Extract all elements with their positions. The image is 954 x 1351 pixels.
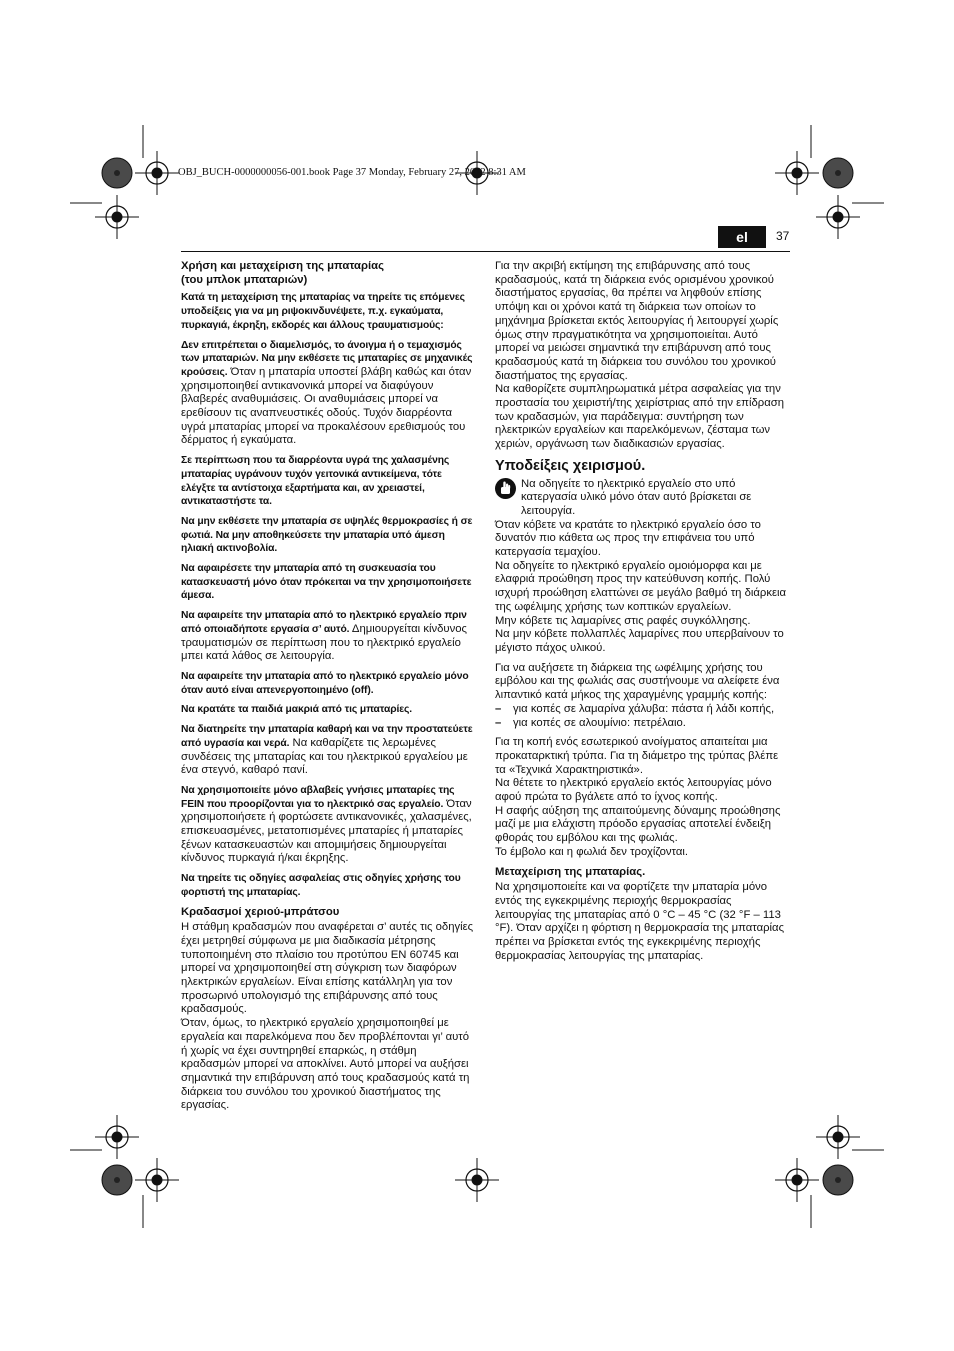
page-number: 37 — [776, 229, 790, 243]
vibration-title: Κραδασμοί χεριού-μπράτσου — [181, 905, 340, 918]
handling-paragraph-7: Η σαφής αύξηση της απαιτούμενης δύναμης προώθησης μαζί με μια ελάχιστη πρόοδο εργασίας αποτελεί ένδειξη φθοράς του εμβόλου και της φωλιάς. — [495, 804, 781, 845]
battery-warning-6: Να αφαιρείτε την μπαταρία από το ηλεκτρικό εργαλείο μόνο όταν αυτό είναι απενεργοποιημένο (off). — [181, 670, 469, 696]
vibration-paragraph-4: Να καθορίζετε συμπληρωματικά μέτρα ασφαλείας για την προστασία του χειριστή/της χειρίστριας από την επίδραση των κραδασμών, για παράδειγμα: συντήρηση των ηλεκτρικών εργαλείων και παρελκόμενων, ζέσταμα των χεριών, οργάνωση των διαδικασιών εργασίας. — [495, 383, 784, 451]
title-line-1: Χρήση και μεταχείριση της μπαταρίας — [181, 260, 384, 272]
right-column — [495, 260, 791, 969]
warning-bold: Να αφαιρείτε την μπαταρία από το ηλεκτρικό εργαλείο πριν από οποιαδήποτε εργασία σ’ αυτό. — [181, 610, 467, 635]
warning-bold: Να διατηρείτε την μπαταρία καθαρή και να την προστατεύετε από υγρασία και νερά. — [181, 724, 473, 749]
battery-warning-10: Να τηρείτε τις οδηγίες ασφαλείας στις οδηγίες χρήσης του φορτιστή της μπαταρίας. — [181, 873, 461, 898]
vibration-paragraph-1: Η στάθμη κραδασμών που αναφέρεται σ’ αυτές τις οδηγίες έχει μετρηθεί σύμφωνα με μια διαδικασία μέτρησης τυποποιημένη στο πλαίσιο του προτύπου EN 60745 και μπορεί να χρησιμοποιηθεί στη σύγκριση των διαφόρων ηλεκτρικών εργαλείων. Είναι επίσης κατάλληλη για τον προσωρινό υπολογισμό της επιβάρυνσης από τους κραδασμούς. — [181, 921, 474, 1016]
battery-handling-title: Μεταχείριση της μπαταρίας. — [495, 865, 646, 878]
handling-paragraph-2: Να οδηγείτε το ηλεκτρικό εργαλείο ομοιόμορφα και με ελαφριά προώθηση προς την κατεύθυνση κοπής. Πολύ ισχυρή προώθηση ελαττώνει σε μεγάλο βαθμό τη διάρκεια της ωφέλιμης χρήσης των κοπτικών εργαλείων. — [495, 559, 787, 613]
handling-paragraph-5: Για τη κοπή ενός εσωτερικού ανοίγματος απαιτείται μια προκαταρκτική τρύπα. Για τη διάμετρο της τρύπας βλέπε τα «Τεχνικά Χαρακτηριστικά». — [495, 736, 779, 776]
header-rule — [181, 251, 790, 252]
warning-bold: Δεν επιτρέπεται ο διαμελισμός, το άνοιγμα ή ο τεμαχισμός των μπαταριών. Να μην εκθέσετε τις μπαταρίες σε μηχανικές κρούσεις. — [181, 339, 473, 378]
battery-handling-paragraph: Να χρησιμοποιείτε και να φορτίζετε την μπαταρία μόνο εντός της εγκεκριμένης περιοχής θερμοκρασίας λειτουργίας της μπαταρίας από 0 °C – 45 °C (32 °F – 113 °F). Όταν αρχίζει η φόρτιση η θερμοκρασία της μπαταρίας πρέπει να βρίσκεται εντός της εγκεκριμένης περιοχής θερμοκρασίας λειτουργίας της μπαταρίας. — [495, 881, 785, 962]
bullet-text: για κοπές σε αλουμίνιο: πετρέλαιο. — [513, 716, 686, 729]
battery-warning-7: Να κρατάτε τα παιδιά μακριά από τις μπαταρίες. — [181, 704, 413, 716]
vibration-paragraph-2: Όταν, όμως, το ηλεκτρικό εργαλείο χρησιμοποιηθεί με εργαλεία και παρελκόμενα που δεν προβλέπονται γι’ αυτό ή χωρίς να έχει συντηρηθεί επαρκώς, η στάθμη κραδασμών μπορεί να αποκλίνει. Αυτό μπορεί να αυξήσει σημαντικά την επιβάρυνση από τους κραδασμούς κατά τη διάρκεια του συνόλου του χρονικού διαστήματος της εργασίας. — [181, 1017, 470, 1112]
battery-warning-9 — [181, 784, 475, 866]
warning-text: Δημιουργείται κίνδυνος τραυματισμών σε περίπτωση που το ηλεκτρικό εργαλείο μπει κατά λάθος σε λειτουργία. — [181, 622, 467, 663]
language-badge: el — [718, 226, 766, 248]
handling-paragraph-4: Να μην κόβετε πολλαπλές λαμαρίνες που υπερβαίνουν το μέγιστο πάχος υλικού. — [495, 628, 784, 654]
battery-warning-5 — [181, 609, 475, 664]
battery-warning-1 — [181, 339, 475, 449]
handling-paragraph-3: Μην κόβετε τις λαμαρίνες στις ραφές συγκόλλησης. — [495, 614, 751, 627]
warning-text: Όταν η μπαταρία υποστεί βλάβη καθώς και όταν χρησιμοποιηθεί αντικανονικά μπορεί να διαφύγουν βλαβερές αναθυμιάσεις. Οι αναθυμιάσεις μπορεί να ερεθίσουν τις αναπνευστικές οδούς. Τυχόν διαρρέοντα υγρά μπαταρίας μπορεί να προκαλέσουν ερεθισμούς του δέρματος ή εγκαύματα. — [181, 365, 472, 447]
instruction-hand-icon — [495, 478, 516, 499]
battery-intro: Κατά τη μεταχείριση της μπαταρίας να τηρείτε τις επόμενες υποδείξεις για να μη ριψοκινδυνέψετε, π.χ. εγκαύματα, πυρκαγιά, έκρηξη, εκδορές και άλλους τραυματισμούς: — [181, 292, 465, 331]
warning-text: Όταν χρησιμοποιήσετε ή φορτώσετε αντικανονικές, χαλασμένες, επισκευασμένες, μετατοπισμένες μπαταρίες ή μπαταρίες ξένων κατασκευαστών και απομιμήσεις δημιουργείται κίνδυνος πυρκαγιά ή/και έκρηξης. — [181, 797, 472, 865]
handling-note — [495, 478, 791, 519]
lubrication-paragraph: Για να αυξήσετε τη διάρκεια της ωφέλιμης χρήσης του εμβόλου και της φωλιάς σας συστήνουμε να αλείφετε ένα λιπαντικό κατά μήκος της χαραγμένης γραμμής κοπής: — [495, 661, 780, 702]
bullet-dash: – — [495, 702, 502, 715]
vibration-paragraph-3: Για την ακριβή εκτίμηση της επιβάρυνσης από τους κραδασμούς, κατά τη διάρκεια ενός ορισμένου χρονικού διαστήματος εργασίας, θα πρέπει να ληφθούν επίσης υπόψη και οι χρόνοι κατά τη διάρκεια των οποίων το μηχάνημα βρίσκεται εκτός λειτουργίας ή λειτουργεί χωρίς όμως στην πραγματικότητα να χρησιμοποιείται. Αυτό μπορεί να μειώσει σημαντικά την επιβάρυνση από τους κραδασμούς κατά τη διάρκεια του συνόλου του χρονικού διαστήματος της εργασίας. — [495, 260, 779, 382]
left-column — [181, 260, 475, 1119]
handling-paragraph-1: Όταν κόβετε να κρατάτε το ηλεκτρικό εργαλείο όσο το δυνατόν πιο κάθετα ως προς την επιφάνεια του υπό κατεργασία τεμαχίου. — [495, 518, 761, 559]
warning-text: Να καθαρίζετε τις λερωμένες συνδέσεις της μπαταρίας και του ηλεκτρικού εργαλείου με ένα στεγνό, καθαρό πανί. — [181, 736, 468, 777]
battery-warning-8 — [181, 723, 475, 778]
print-slug: OBJ_BUCH-0000000056-001.book Page 37 Monday, February 27, 2012 8:31 AM — [178, 167, 526, 178]
warning-bold: Να χρησιμοποιείτε μόνο αβλαβείς γνήσιες μπαταρίες της FEIN που προορίζονται για το ηλεκτρικό σας εργαλείο. — [181, 784, 455, 810]
battery-warning-2: Σε περίπτωση που τα διαρρέοντα υγρά της χαλασμένης μπαταρίας υγράνουν τυχόν γειτονικά αντικείμενα, τότε ελέγξτε τα αντίστοιχα εξαρτήματα και, αν χρειαστεί, αντικαταστήστε τα. — [181, 455, 450, 508]
handling-paragraph-6: Να θέτετε το ηλεκτρικό εργαλείο εκτός λειτουργίας μόνο αφού πρώτα το βγάλετε από το ίχνος κοπής. — [495, 777, 772, 804]
battery-use-title — [181, 260, 475, 287]
battery-warning-4: Να αφαιρέσετε την μπαταρία από τη συσκευασία του κατασκευαστή μόνο όταν πρόκειται να την χρησιμοποιήσετε άμεσα. — [181, 563, 472, 602]
note-text: Να οδηγείτε το ηλεκτρικό εργαλείο στο υπό κατεργασία υλικό μόνο όταν αυτό βρίσκεται σε λειτουργία. — [521, 477, 752, 517]
handling-paragraph-8: Το έμβολο και η φωλιά δεν τροχίζονται. — [495, 845, 689, 858]
list-item — [495, 717, 791, 731]
title-line-2: (του μπλοκ μπαταριών) — [181, 273, 308, 286]
handling-title: Υποδείξεις χειρισμού. — [495, 457, 646, 474]
bullet-text: για κοπές σε λαμαρίνα χάλυβα: πάστα ή λάδι κοπής, — [513, 702, 775, 715]
bullet-dash: – — [495, 716, 502, 729]
battery-warning-3: Να μην εκθέσετε την μπαταρία σε υψηλές θερμοκρασίες ή σε φωτιά. Να μην αποθηκεύσετε την μπαταρία υπό άμεση ηλιακή ακτινοβολία. — [181, 515, 473, 555]
list-item — [495, 703, 791, 717]
